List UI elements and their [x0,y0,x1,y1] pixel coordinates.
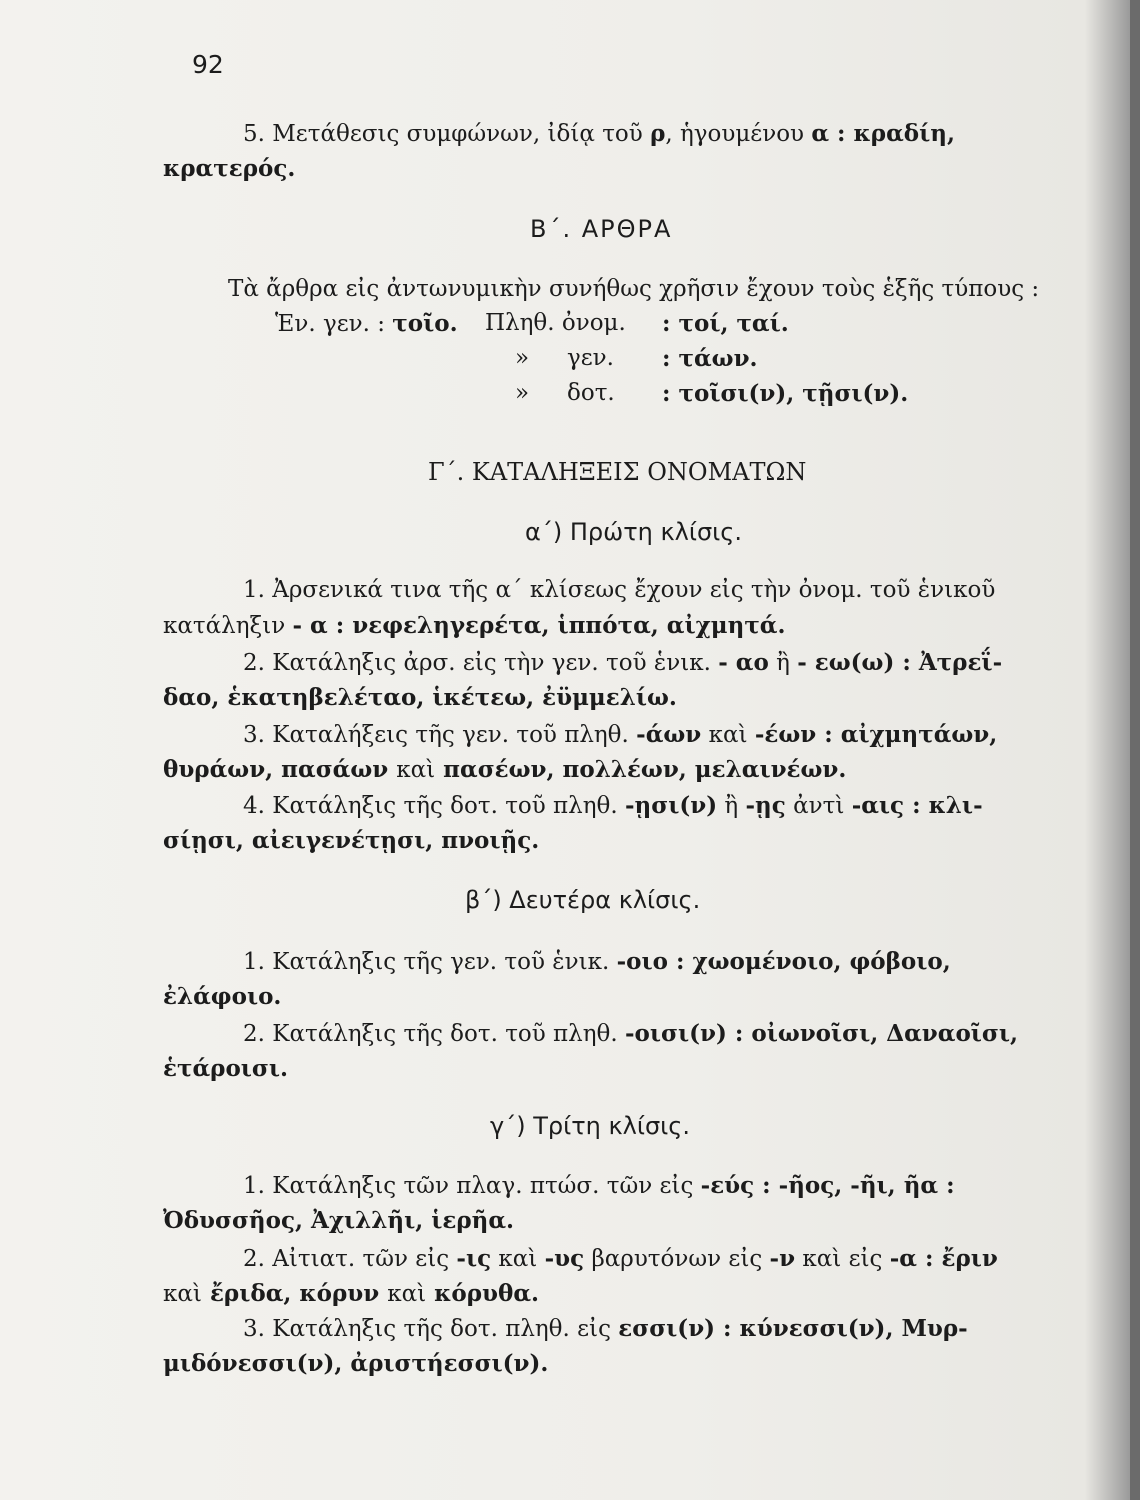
text-run: τοῖο. [392,310,458,337]
text-run: -έων : αἰχμητάων, [754,721,998,748]
text-run: -ῃσι(ν) [625,792,718,819]
text-run: καὶ [387,1281,427,1307]
articles-row-2-ditto: » [515,345,530,371]
text-run: - εω(ω) : Ἀτρεΐ- [797,649,1003,676]
c3-line-2 [163,1350,548,1377]
text-run: καὶ εἰς [795,1246,890,1272]
c1-line-1 [243,1172,955,1199]
text-run: καὶ [491,1246,545,1272]
text-run: Ἑν. γεν. : [275,311,393,337]
text-run: πασέων, πολλέων, μελαινέων. [435,756,847,783]
text-run: ἐλάφοιο. [163,983,282,1010]
text-run: μιδόνεσσι(ν), ἀριστήεσσι(ν). [163,1350,549,1377]
text-run: -υς [544,1245,585,1272]
text-run: ἔριδα, κόρυν [201,1280,388,1307]
articles-row-3-ditto: » [515,380,530,406]
text-run: 5. Μετάθεσις συμφώνων, ἰδίᾳ τοῦ [243,121,651,147]
text-run: 3. Κατάληξις τῆς δοτ. πληθ. εἰς [243,1316,619,1342]
text-run: καὶ [163,1281,202,1307]
text-run: : τάων. [662,345,758,372]
c2-line-1 [243,1245,998,1272]
text-run: 2. Κατάληξις ἀρσ. εἰς τὴν γεν. τοῦ ἑνικ. [243,650,719,676]
text-run: -ῃς [745,792,786,819]
articles-row-2-value [662,345,758,372]
text-run: δαο, ἑκατηβελέταο, ἱκέτεω, ἐϋμμελίω. [163,684,677,711]
a3-line-1 [243,721,997,748]
text-run: : τοῖσι(ν), τῇσι(ν). [662,380,909,407]
articles-intro: Τὰ ἄρθρα εἰς ἀντωνυμικὴν συνήθως χρῆσιν ἔχουν τοὺς ἑξῆς τύπους : [228,276,1040,302]
text-run: ρ [650,120,666,147]
text-run: ἀντὶ [785,793,852,819]
subheading-third-declension: γ΄) Τρίτη κλίσις. [490,1112,691,1140]
text-run: βαρυτόνων εἰς [584,1246,770,1272]
text-run: θυράων, πασάων [163,756,397,783]
text-run: 2. Κατάληξις τῆς δοτ. τοῦ πληθ. [243,1021,626,1047]
articles-row-2-label: γεν. [567,345,614,371]
b1-line-2 [163,983,281,1010]
text-run: -ις [456,1245,492,1272]
text-run: κρατερός. [163,155,296,182]
articles-row-1-value [662,310,789,337]
a3-line-2 [163,756,846,783]
c1-line-2 [163,1207,514,1234]
text-run: -άων [636,721,702,748]
text-run: ἢ [768,650,798,676]
text-run: -εύς : -ῆος, -ῆι, ῆα : [700,1172,955,1199]
text-run: : τοί, ταί. [662,310,789,337]
text-run: 4. Κατάληξις τῆς δοτ. τοῦ πληθ. [243,793,626,819]
articles-row-3-label: δοτ. [567,380,615,406]
text-run: 2. Αἰτιατ. τῶν εἰς [243,1246,457,1272]
b1-line-1 [243,948,951,975]
a2-line-2 [163,684,677,711]
page-number: 92 [192,50,224,79]
text-run: κόρυθα. [426,1280,540,1307]
text-run: - α : νεφεληγερέτα, ἱππότα, αἰχμητά. [292,612,786,639]
text-run: ἑτάροισι. [163,1055,289,1082]
sec5-line-2 [163,155,295,182]
text-run: ἢ [717,793,746,819]
text-run: -ν [769,1245,796,1272]
text-run: α : κραδίη, [811,120,955,147]
text-run: -οιο : χωομένοιο, φόβοιο, [616,948,951,975]
text-run: καὶ [396,757,436,783]
articles-row-3-value [662,380,908,407]
articles-row-1-label: Πληθ. ὀνομ. [485,310,626,336]
b2-line-1 [243,1020,1018,1047]
subheading-second-declension: β΄) Δευτέρα κλίσις. [465,886,701,914]
a1-line-1: 1. Ἀρσενικά τινα τῆς α΄ κλίσεως ἔχουν εἰς τὴν ὀνομ. τοῦ ἑνικοῦ [243,577,996,603]
text-run: -α : ἔριν [889,1245,998,1272]
a1-line-2 [163,612,786,639]
text-run: 3. Καταλήξεις τῆς γεν. τοῦ πληθ. [243,722,637,748]
a4-line-1 [243,792,983,819]
a4-line-2 [163,827,539,854]
text-run: 1. Κατάληξις τῶν πλαγ. πτώσ. τῶν εἰς [243,1173,701,1199]
text-run: -οισι(ν) : οἰωνοῖσι, Δαναοῖσι, [625,1020,1019,1047]
text-run: Ὀδυσσῆος, Ἀχιλλῆι, ἱερῆα. [163,1207,515,1234]
text-run: κατάληξιν [163,613,293,639]
text-run: - αο [718,649,769,676]
text-run: εσσι(ν) : κύνεσσι(ν), Μυρ- [618,1315,968,1342]
text-run: καὶ [701,722,755,748]
a2-line-1 [243,649,1002,676]
subheading-first-declension: α΄) Πρώτη κλίσις. [525,518,742,546]
text-run: , ἡγουμένου [665,121,812,147]
text-run: σίῃσι, αἰειγενέτῃσι, πνοιῇς. [163,827,540,854]
heading-noun-endings: Γ΄. ΚΑΤΑΛΗΞΕΙΣ ΟΝΟΜΑΤΩΝ [428,458,807,486]
b2-line-2 [163,1055,288,1082]
text-run: -αις : κλι- [851,792,983,819]
articles-row-1-pre [275,310,458,337]
c3-line-1 [243,1315,968,1342]
c2-line-2 [163,1280,539,1307]
heading-articles: Β΄. ΑΡΘΡΑ [530,215,673,243]
sec5-line-1 [243,120,955,147]
text-run: 1. Κατάληξις τῆς γεν. τοῦ ἑνικ. [243,949,617,975]
